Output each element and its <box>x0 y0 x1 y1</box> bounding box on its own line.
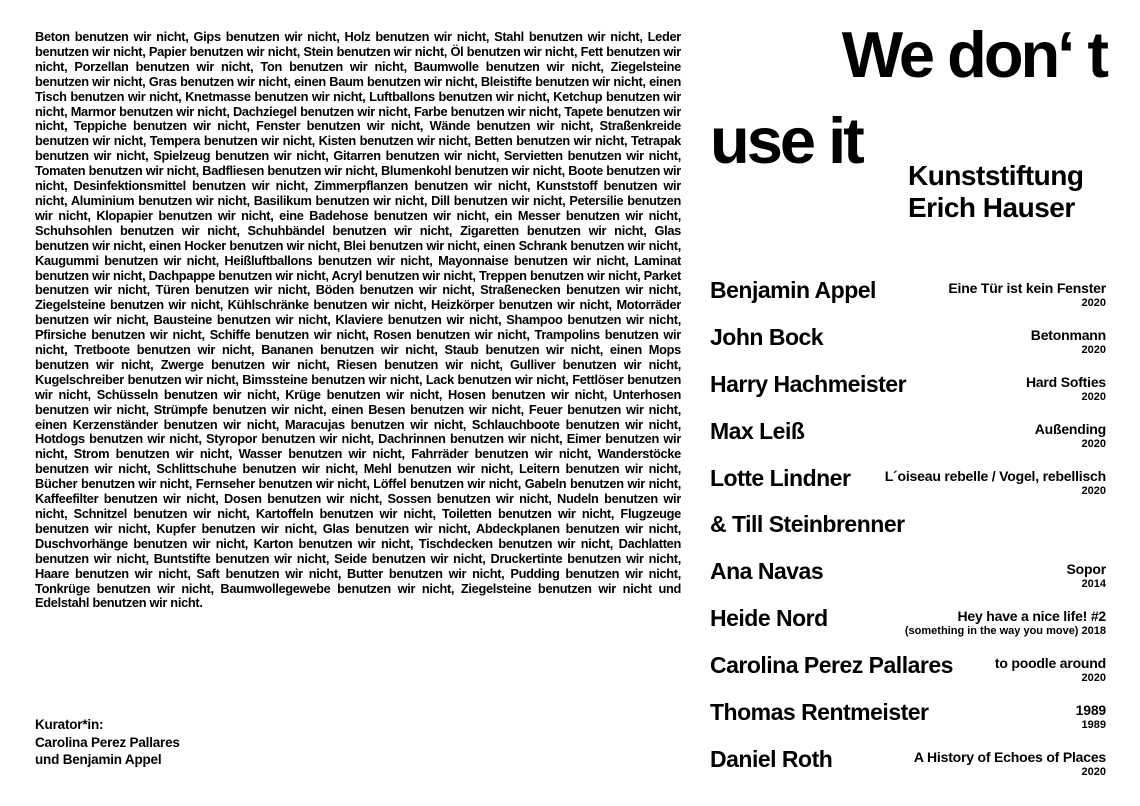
work-year: 1989 <box>1081 719 1106 732</box>
artist-name: Heide Nord <box>710 605 828 632</box>
artist-work-info <box>929 700 1106 732</box>
work-title: Außending <box>1034 420 1106 437</box>
work-year: 2020 <box>1081 672 1106 685</box>
artist-row <box>710 276 1106 323</box>
work-title: Betonmann <box>1030 326 1106 343</box>
artist-work-info <box>906 372 1106 404</box>
artist-work-info <box>876 278 1106 310</box>
work-title: 1989 <box>1075 702 1106 719</box>
artist-name: Benjamin Appel <box>710 277 876 303</box>
artist-row <box>710 604 1106 651</box>
artist-name: Max Leiß <box>710 417 805 444</box>
work-title: to poodle around <box>994 655 1106 672</box>
artist-name: Lotte Lindner <box>710 464 851 491</box>
artist-name: & Till Steinbrenner <box>710 511 905 538</box>
artist-row <box>710 323 1106 370</box>
institution-name <box>908 160 1083 224</box>
artist-row <box>710 651 1106 698</box>
work-year: (something in the way you move) 2018 <box>904 625 1106 638</box>
work-title: A History of Echoes of Places <box>913 748 1106 765</box>
artist-work-info <box>832 747 1106 779</box>
artist-row <box>710 557 1106 604</box>
artist-row <box>710 370 1106 417</box>
artist-row <box>710 510 1106 557</box>
artist-name: Ana Navas <box>710 558 824 585</box>
artist-name: Daniel Roth <box>710 745 833 772</box>
work-year: 2020 <box>1081 765 1106 778</box>
artist-work-info <box>850 466 1106 498</box>
institution-line-1: Kunststiftung <box>908 160 1084 191</box>
curator-name-1: Carolina Perez Pallares <box>35 734 180 750</box>
work-year: 2014 <box>1081 578 1106 591</box>
curator-block <box>35 716 180 769</box>
artist-list <box>710 276 1106 792</box>
work-title: Sopor <box>1066 561 1106 578</box>
artist-work-info <box>823 325 1106 357</box>
work-year: 2020 <box>1081 437 1106 450</box>
work-title: Hey have a nice life! #2 <box>957 608 1106 625</box>
artist-work-info <box>804 419 1106 451</box>
artist-name: Harry Hachmeister <box>710 370 907 397</box>
artist-name: John Bock <box>710 323 824 350</box>
artist-name: Carolina Perez Pallares <box>710 652 953 679</box>
artist-row <box>710 417 1106 464</box>
artist-work-info <box>953 653 1106 685</box>
artist-row <box>710 464 1106 511</box>
artist-work-info <box>905 512 1106 515</box>
right-column <box>710 0 1106 806</box>
exhibition-title-line-1: We don‘ t <box>841 18 1106 91</box>
work-year: 2020 <box>1081 343 1106 356</box>
work-title: Eine Tür ist kein Fenster <box>948 280 1106 296</box>
work-year: 2020 <box>1081 484 1106 497</box>
artist-work-info <box>823 559 1106 591</box>
curator-label: Kurator*in: <box>35 717 104 732</box>
curator-name-2: und Benjamin Appel <box>35 752 162 767</box>
manifesto-text: Beton benutzen wir nicht, Gips benutzen wir nicht, Holz benutzen wir nicht, Stahl benutzen wir nicht, Leder benutzen wir nicht, Papier benutzen wir nicht, Stein benutzen wir nicht, Öl benutzen wir nicht, Fett benutzen wir nicht, Porzellan benutzen wir nicht, Ton benutzen wir nicht, Baumwolle benutzen wir nicht, Ziegelsteine benutzen wir nicht, Gras benutzen wir nicht, einen Baum benutzen wir nicht, Bleistifte benutzen wir nicht, einen Tisch benutzen wir nicht, Knetmasse benutzen wir nicht, Luftballons benutzen wir nicht, Ketchup benutzen wir nicht, Marmor benutzen wir nicht, Dachziegel benutzen wir nicht, Farbe benutzen wir nicht, Tapete benutzen wir nicht, Teppiche benutzen wir nicht, Fenster benutzen wir nicht, Wände benutzen wir nicht, Straßenkreide benutzen wir nicht, Tempera benutzen wir nicht, Kisten benutzen wir nicht, Betten benutzen wir nicht, Tetrapak benutzen wir nicht, Spielzeug benutzen wir nicht, Gitarren benutzen wir nicht, Servietten benutzen wir nicht, Tomaten benutzen wir nicht, Badfliesen benutzen wir nicht, Blumenkohl benutzen wir nicht, Boote benutzen wir nicht, Desinfektionsmittel benutzen wir nicht, Zimmerpflanzen benutzen wir nicht, Kunststoff benutzen wir nicht, Aluminium benutzen wir nicht, Basilikum benutzen wir nicht, Dill benutzen wir nicht, Petersilie benutzen wir nicht, Klopapier benutzen wir nicht, eine Badehose benutzen wir nicht, ein Messer benutzen wir nicht, Schuhsohlen benutzen wir nicht, Schuhbändel benutzen wir nicht, Zigaretten benutzen wir nicht, Glas benutzen wir nicht, einen Hocker benutzen wir nicht, Blei benutzen wir nicht, einen Schrank benutzen wir nicht, Kaugummi benutzen wir nicht, Heißluftballons benutzen wir nicht, Mayonnaise benutzen wir nicht, Laminat benutzen wir nicht, Dachpappe benutzen wir nicht, Acryl benutzen wir nicht, Treppen benutzen wir nicht, Parket benutzen wir nicht, Türen benutzen wir nicht, Böden benutzen wir nicht, Straßenecken benutzen wir nicht, Ziegelsteine benutzen wir nicht, Kühlschränke benutzen wir nicht, Heizkörper benutzen wir nicht, Motorräder benutzen wir nicht, Bausteine benutzen wir nicht, Klaviere benutzen wir nicht, Shampoo benutzen wir nicht, Pfirsiche benutzen wir nicht, Schiffe benutzen wir nicht, Rosen benutzen wir nicht, Trampolins benutzen wir nicht, Tretboote benutzen wir nicht, Bananen benutzen wir nicht, Staub benutzen wir nicht, einen Mops benutzen wir nicht, Zwerge benutzen wir nicht, Riesen benutzen wir nicht, Gulliver benutzen wir nicht, Kugelschreiber benutzen wir nicht, Bimssteine benutzen wir nicht, Lack benutzen wir nicht, Fettlöser benutzen wir nicht, Schüsseln benutzen wir nicht, Krüge benutzen wir nicht, Hosen benutzen wir nicht, Unterhosen benutzen wir nicht, Strümpfe benutzen wir nicht, einen Besen benutzen wir nicht, Feuer benutzen wir nicht, einen Kerzenständer benutzen wir nicht, Maracujas benutzen wir nicht, Schlauchboote benutzen wir nicht, Hotdogs benutzen wir nicht, Styropor benutzen wir nicht, Dachrinnen benutzen wir nicht, Eimer benutzen wir nicht, Strom benutzen wir nicht, Wasser benutzen wir nicht, Fahrräder benutzen wir nicht, Wanderstöcke benutzen wir nicht, Schlittschuhe benutzen wir nicht, Mehl benutzen wir nicht, Leitern benutzen wir nicht, Bücher benutzen wir nicht, Fernseher benutzen wir nicht, Löffel benutzen wir nicht, Gabeln benutzen wir nicht, Kaffeefilter benutzen wir nicht, Dosen benutzen wir nicht, Sossen benutzen wir nicht, Nudeln benutzen wir nicht, Schnitzel benutzen wir nicht, Kartoffeln benutzen wir nicht, Toiletten benutzen wir nicht, Flugzeuge benutzen wir nicht, Kupfer benutzen wir nicht, Glas benutzen wir nicht, Abdeckplanen benutzen wir nicht, Duschvorhänge benutzen wir nicht, Karton benutzen wir nicht, Tischdecken benutzen wir nicht, Dachlatten benutzen wir nicht, Buntstifte benutzen wir nicht, Seide benutzen wir nicht, Druckertinte benutzen wir nicht, Haare benutzen wir nicht, Saft benutzen wir nicht, Butter benutzen wir nicht, Pudding benutzen wir nicht, Tonkrüge benutzen wir nicht, Baumwollegewebe benutzen wir nicht, Ziegelsteine benutzen wir nicht und Edelstahl benutzen wir nicht. <box>35 30 681 611</box>
artist-name: Thomas Rentmeister <box>710 699 929 726</box>
work-title: L´oiseau rebelle / Vogel, rebellisch <box>884 467 1106 484</box>
exhibition-title-line-2: use it <box>710 104 862 177</box>
artist-row <box>710 745 1106 792</box>
work-year: 2020 <box>1081 297 1106 309</box>
work-year: 2020 <box>1081 390 1106 403</box>
institution-line-2: Erich Hauser <box>908 192 1075 223</box>
artist-row <box>710 698 1106 745</box>
artist-work-info <box>828 606 1106 638</box>
work-title: Hard Softies <box>1025 373 1106 390</box>
